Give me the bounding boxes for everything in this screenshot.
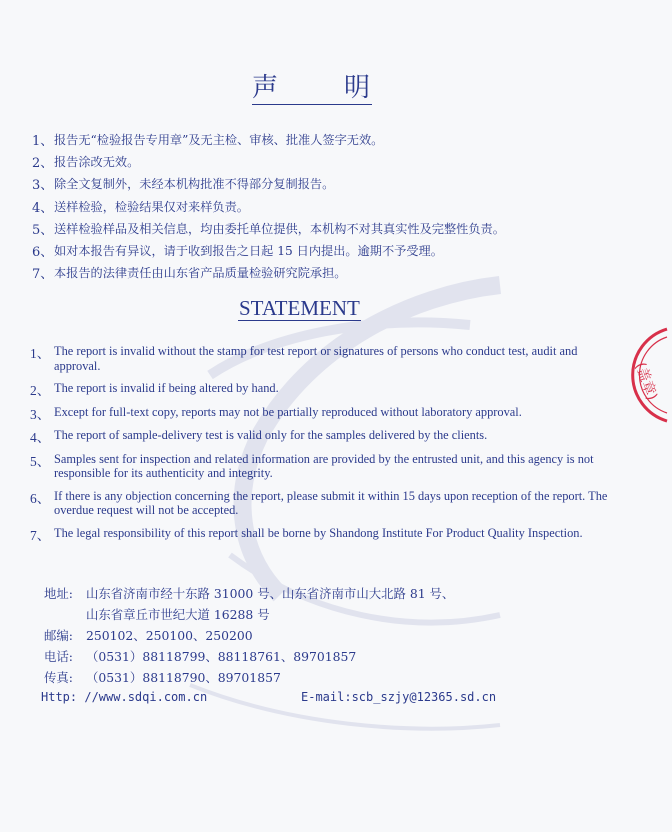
fax-row bbox=[44, 666, 604, 687]
statement-list-cn bbox=[32, 128, 622, 284]
statement-title-cn bbox=[252, 70, 372, 105]
list-item bbox=[30, 526, 610, 544]
phone-row bbox=[44, 645, 604, 666]
item-number: 7、 bbox=[32, 267, 54, 283]
item-number: 1、 bbox=[32, 133, 54, 149]
title-cn-char-1: 声 bbox=[252, 73, 281, 103]
list-item bbox=[32, 262, 622, 284]
item-number: 5、 bbox=[32, 222, 54, 238]
list-item bbox=[32, 128, 622, 150]
postcode-value: 250102、250100、250200 bbox=[86, 627, 253, 643]
item-text: Except for full-text copy, reports may not be partially reproduced without laboratory approval. bbox=[54, 404, 522, 419]
item-text: The report is invalid if being altered by hand. bbox=[54, 381, 279, 395]
address-row-2 bbox=[44, 603, 604, 624]
address-row bbox=[44, 582, 604, 603]
item-number: 2、 bbox=[30, 383, 51, 398]
statement-list-en bbox=[30, 344, 610, 543]
item-text: 除全文复制外，未经本机构批准不得部分复制报告。 bbox=[54, 177, 335, 192]
address-line-1: 山东省济南市经十东路 31000 号、山东省济南市山大北路 81 号、 bbox=[86, 585, 455, 601]
item-number: 6、 bbox=[32, 245, 54, 261]
item-text: 送样检验样品及相关信息，均由委托单位提供，本机构不对其真实性及完整性负责。 bbox=[54, 221, 505, 236]
address-label: 地址: bbox=[44, 585, 73, 601]
list-item bbox=[30, 344, 610, 373]
item-text: 送样检验，检验结果仅对来样负责。 bbox=[54, 199, 249, 214]
website-link[interactable]: Http: //www.sdqi.com.cn bbox=[41, 690, 208, 704]
item-text: Samples sent for inspection and related information are provided by the entrusted unit, and this agency is not responsible for its authenticity and integrity. bbox=[54, 451, 594, 480]
phone-label: 电话: bbox=[44, 648, 73, 664]
postcode-row bbox=[44, 624, 604, 645]
item-number: 1、 bbox=[30, 346, 51, 361]
list-item bbox=[30, 381, 610, 399]
item-text: The report is invalid without the stamp for test report or signatures of persons who conduct test, audit and approval. bbox=[54, 344, 578, 373]
phone-value: （0531）88118799、88118761、89701857 bbox=[86, 648, 357, 664]
list-item bbox=[32, 217, 622, 239]
item-number: 2、 bbox=[32, 155, 54, 171]
fax-label: 传真: bbox=[44, 669, 73, 685]
item-number: 7、 bbox=[30, 527, 51, 543]
fax-value: （0531）88118790、89701857 bbox=[86, 669, 281, 685]
email-link[interactable]: E-mail:scb_szjy@12365.sd.cn bbox=[301, 690, 497, 704]
item-number: 4、 bbox=[32, 200, 54, 216]
item-number: 3、 bbox=[30, 406, 51, 422]
item-text: The legal responsibility of this report shall be borne by Shandong Institute For Product Quality Inspection. bbox=[54, 525, 583, 540]
list-item bbox=[32, 173, 622, 195]
item-number: 6、 bbox=[30, 490, 51, 506]
item-number: 3、 bbox=[32, 178, 54, 194]
item-text: The report of sample-delivery test is valid only for the samples delivered by the clients. bbox=[54, 428, 488, 442]
list-item bbox=[32, 239, 622, 261]
list-item bbox=[30, 428, 610, 446]
item-number: 4、 bbox=[30, 430, 51, 445]
stamp-text: (盖章) bbox=[631, 360, 660, 403]
list-item bbox=[30, 489, 610, 518]
item-text: 本报告的法律责任由山东省产品质量检验研究院承担。 bbox=[54, 266, 347, 281]
title-cn-char-2: 明 bbox=[343, 73, 372, 103]
list-item bbox=[32, 150, 622, 172]
item-text: 报告无“检验报告专用章”及无主检、审核、批准人签字无效。 bbox=[54, 132, 384, 147]
web-contact-row bbox=[41, 690, 601, 710]
red-seal-stamp bbox=[602, 325, 672, 425]
postcode-label: 邮编: bbox=[44, 627, 73, 643]
contact-info bbox=[44, 582, 604, 687]
item-text: 如对本报告有异议，请于收到报告之日起 15 日内提出。逾期不予受理。 bbox=[54, 244, 443, 259]
list-item bbox=[32, 195, 622, 217]
list-item bbox=[30, 452, 610, 481]
address-line-2: 山东省章丘市世纪大道 16288 号 bbox=[86, 606, 270, 622]
item-text: 报告涂改无效。 bbox=[54, 154, 140, 169]
list-item bbox=[30, 405, 610, 423]
item-text: If there is any objection concerning the report, please submit it within 15 days upon reception of the report. The overdue request will not be accepted. bbox=[54, 488, 608, 517]
item-number: 5、 bbox=[30, 453, 51, 469]
statement-title-en: STATEMENT bbox=[239, 296, 360, 320]
